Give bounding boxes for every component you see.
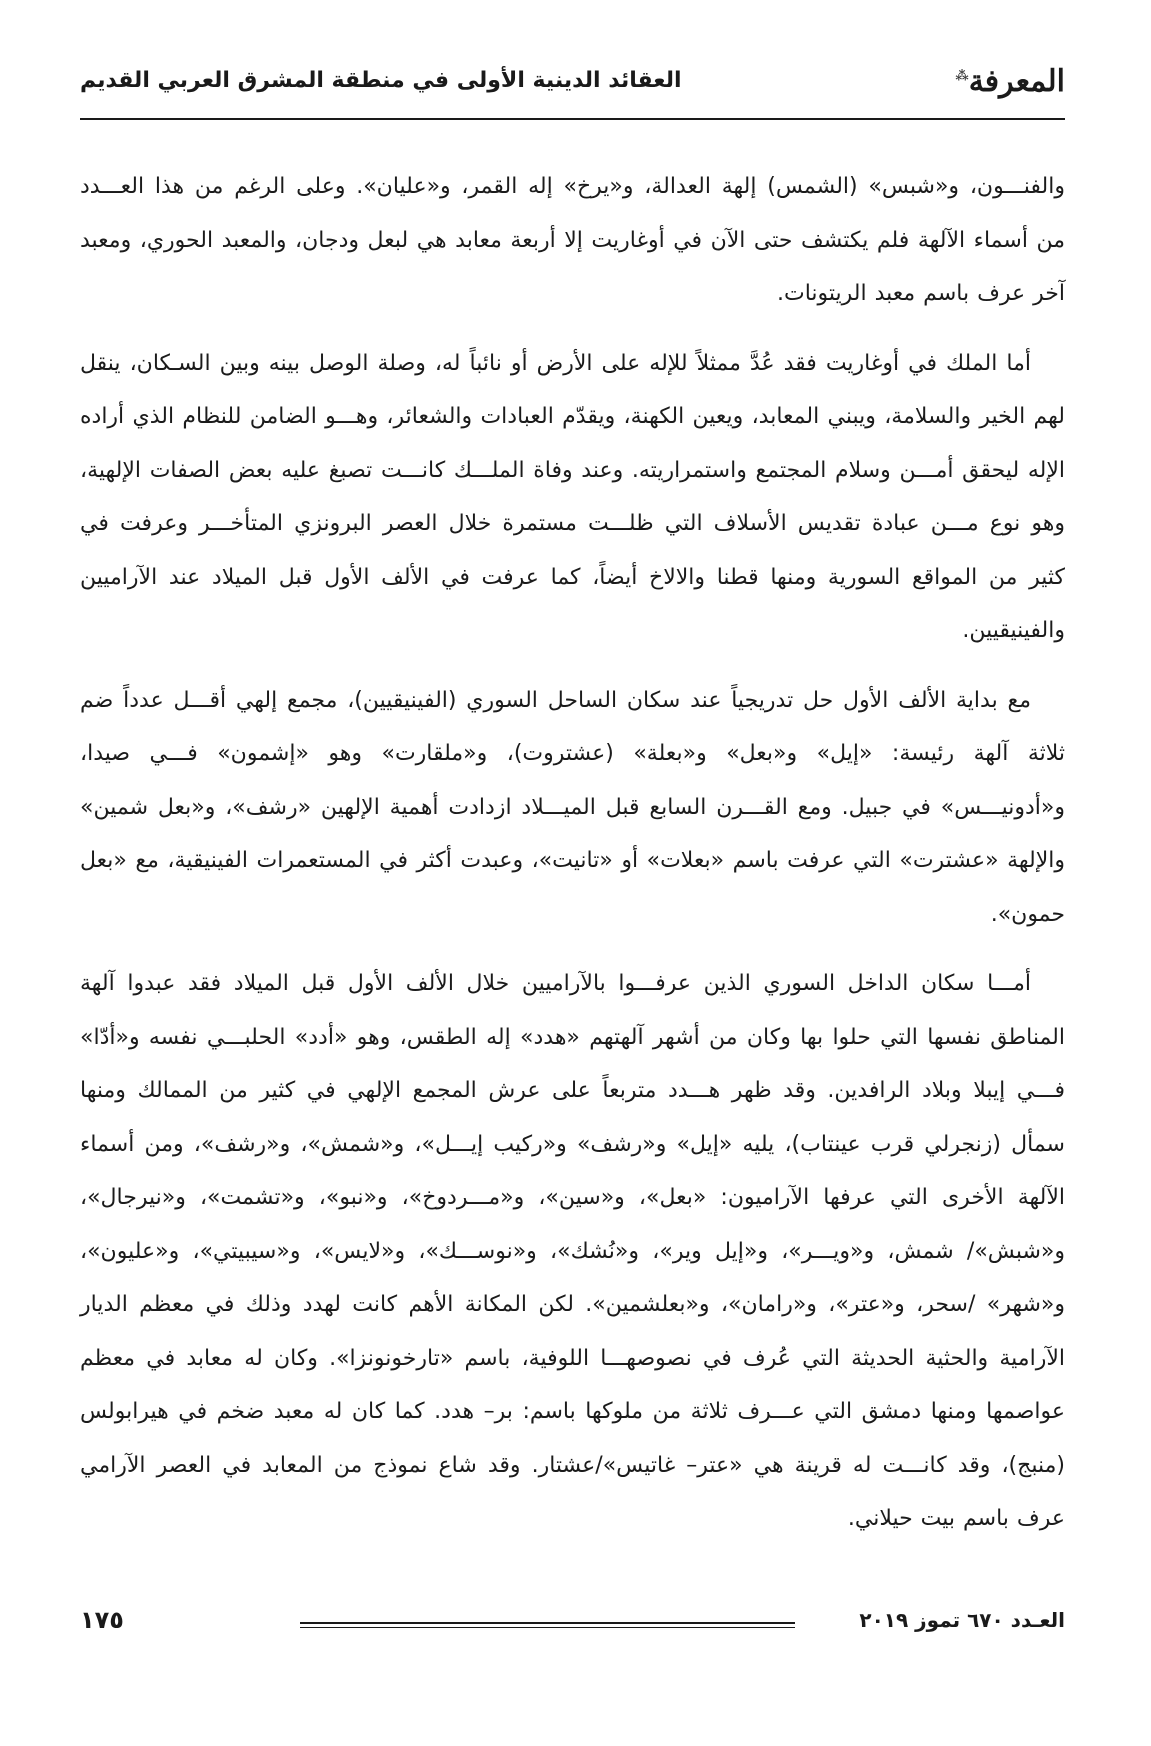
page-number: ١٧٥: [80, 1606, 124, 1634]
magazine-logo: [953, 64, 1065, 99]
logo-ornament-icon: ⁂: [955, 69, 969, 84]
header-divider: [80, 118, 1065, 120]
issue-info: العـدد ٦٧٠ تموز ٢٠١٩: [859, 1608, 1065, 1632]
paragraph: أمـــا سكان الداخل السوري الذين عرفـــوا بالآراميين خلال الألف الأول قبل الميلاد فقد عبدوا آلهة المناطق نفسها التي حلوا بها وكان من أشهر آلهتهم «هدد» إله الطقس، وهو «أدد» الحلبـــي نفسه و«أدّا» فـــي إيبلا وبلاد الرافدين. وقد ظهر هـــدد متربعاً على عرش المجمع الإلهي في كثير من الممالك ومنها سمأل (زنجرلي قرب عينتاب)، يليه «إيل» و«رشف» و«ركيب إيـــل»، و«شمش»، و«رشف»، ومن أسماء الآلهة الأخرى التي عرفها الآراميون: «بعل»، و«سين»، و«مـــردوخ»، و«نبو»، و«تشمت»، و«نيرجال»، و«شبش»/ شمش، و«ويـــر»، و«إيل وير»، و«نُشك»، و«نوســـك»، و«لايس»، و«سيبيتي»، و«عليون»، و«شهر» /سحر، و«عتر»، و«رامان»، و«بعلشمين». لكن المكانة الأهم كانت لهدد وذلك في معظم الديار الآرامية والحثية الحديثة التي عُرف في نصوصهـــا اللوفية، باسم «تارخونونزا». وكان له معابد في معظم عواصمها ومنها دمشق التي عـــرف ثلاثة من ملوكها باسم: بر– هدد. كما كان له معبد ضخم في هيرابولس (منبج)، وقد كانـــت له قرينة هي «عتر– غاتيس»/عشتار. وقد شاع نموذج من المعابد في العصر الآرامي عرف باسم بيت حيلاني.: [80, 971, 1065, 1531]
paragraph: والفنـــون، و«شبس» (الشمس) إلهة العدالة، و«يرخ» إله القمر، و«عليان». وعلى الرغم من هذا العـــدد من أسماء الآلهة فلم يكتشف حتى الآن في أوغاريت إلا أربعة معابد هي لبعل ودجان، والمعبد الحوري، ومعبد آخر عرف باسم معبد الريتونات.: [80, 174, 1065, 306]
footer-divider-thin: [300, 1627, 795, 1628]
page-header: [80, 62, 1065, 106]
article-body: [80, 160, 1065, 1562]
paragraph: مع بداية الألف الأول حل تدريجياً عند سكان الساحل السوري (الفينيقيين)، مجمع إلهي أقـــل عدداً ضم ثلاثة آلهة رئيسة: «إيل» و«بعل» و«بعلة» (عشتروت)، و«ملقارت» وهو «إشمون» فـــي صيدا، و«أدونيـــس» في جبيل. ومع القـــرن السابع قبل الميـــلاد ازدادت أهمية الإلهين «رشف»، و«بعل شمين» والإلهة «عشترت» التي عرفت باسم «بعلات» أو «تانيت»، وعبدت أكثر في المستعمرات الفينيقية، مع «بعل حمون».: [80, 687, 1065, 927]
footer-divider: [300, 1622, 795, 1624]
logo-text: المعرفة: [968, 64, 1065, 99]
page-footer: [80, 1608, 1065, 1648]
paragraph: أما الملك في أوغاريت فقد عُدَّ ممثلاً للإله على الأرض أو نائباً له، وصلة الوصل بينه وبين السـكان، ينقل لهم الخير والسلامة، ويبني المعابد، ويعين الكهنة، ويقدّم العبادات والشعائر، وهـــو الضامن للنظام الذي أراده الإله ليحقق أمـــن وسلام المجتمع واستمراريته. وعند وفاة الملـــك كانـــت تصبغ عليه بعض الصفات الإلهية، وهو نوع مـــن عبادة تقديس الأسلاف التي ظلـــت مستمرة خلال العصر البرونزي المتأخـــر وعرفت في كثير من المواقع السورية ومنها قطنا والالاخ أيضاً، كما عرفت في الألف الأول قبل الميلاد عند الآراميين والفينيقيين.: [80, 350, 1065, 643]
running-title: العقائد الدينية الأولى في منطقة المشرق العربي القديم: [80, 68, 682, 93]
